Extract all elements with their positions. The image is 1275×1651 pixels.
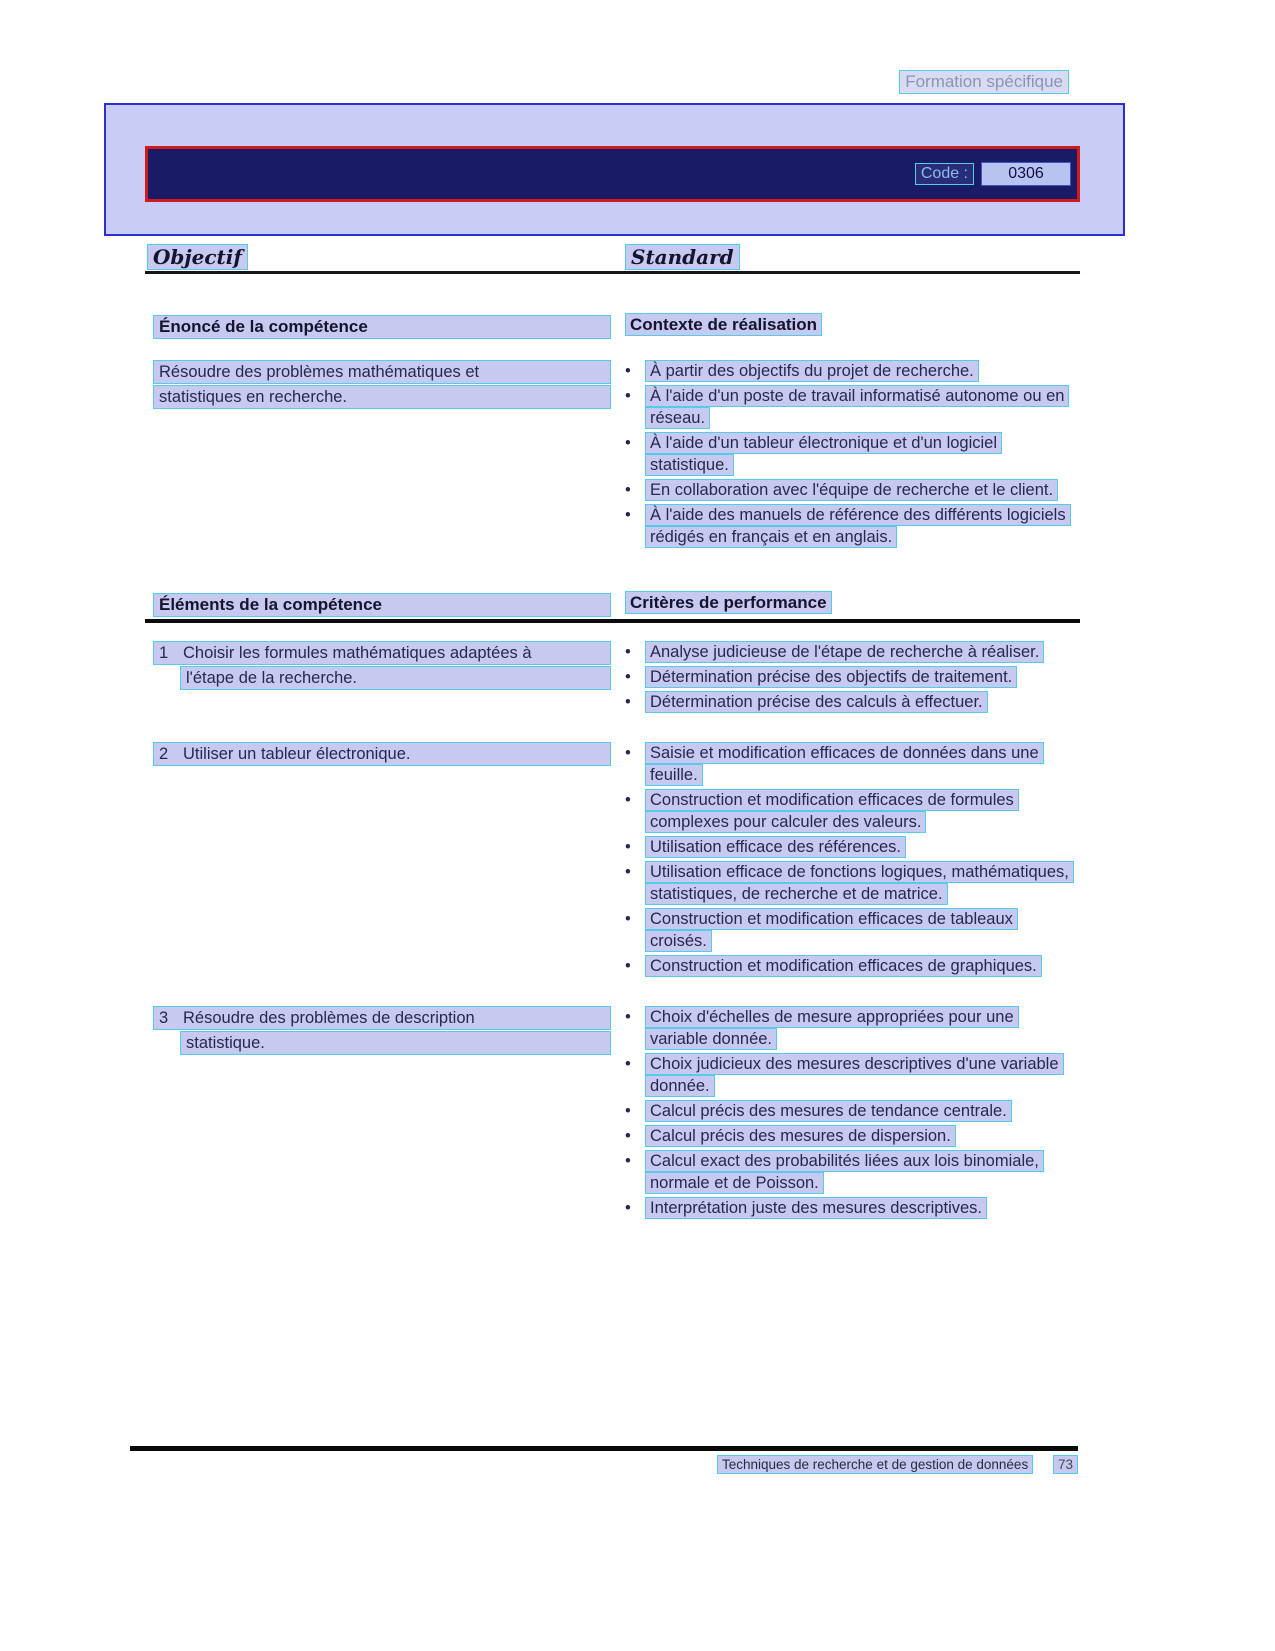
criterion-item <box>625 836 1074 858</box>
criterion-item <box>625 691 1074 713</box>
bullet-text: À l'aide d'un tableur électronique et d'un logiciel statistique. <box>645 432 1002 476</box>
bullet-text: Construction et modification efficaces de formules complexes pour calculer des valeurs. <box>645 789 1019 833</box>
statement-cell <box>145 360 625 410</box>
enonce-header-row <box>145 315 1080 340</box>
criteria-list <box>625 641 1080 716</box>
bullet-icon: • <box>625 1102 631 1120</box>
title-box <box>104 103 1125 236</box>
bullet-text: Construction et modification efficaces de graphiques. <box>645 955 1042 977</box>
criterion-item <box>625 1100 1074 1122</box>
bullet-icon: • <box>625 910 631 928</box>
criteria-list <box>625 1006 1080 1222</box>
bullet-icon: • <box>625 643 631 661</box>
bullet-text: À partir des objectifs du projet de recherche. <box>645 360 979 382</box>
criteria-list <box>625 742 1080 980</box>
criterion-item <box>625 1125 1074 1147</box>
bullet-text: Analyse judicieuse de l'étape de recherche à réaliser. <box>645 641 1044 663</box>
element-text: Utiliser un tableur électronique. <box>183 745 411 763</box>
bullet-icon: • <box>625 434 631 452</box>
bullet-icon: • <box>625 1055 631 1073</box>
element-number: 3 <box>159 1009 169 1027</box>
element-cell <box>145 641 625 691</box>
element-cell <box>145 1006 625 1056</box>
context-item <box>625 385 1074 429</box>
bullet-text: Construction et modification efficaces de tableaux croisés. <box>645 908 1018 952</box>
objectif-title: Objectif <box>147 244 248 270</box>
bullet-text: Calcul précis des mesures de dispersion. <box>645 1125 956 1147</box>
criterion-item <box>625 955 1074 977</box>
element-line-first <box>153 742 611 766</box>
bullet-text: Utilisation efficace des références. <box>645 836 906 858</box>
bullet-text: Choix judicieux des mesures descriptives d'une variable donnée. <box>645 1053 1064 1097</box>
footer-line <box>130 1446 1078 1451</box>
bullet-text: Détermination précise des objectifs de traitement. <box>645 666 1017 688</box>
element-line: l'étape de la recherche. <box>180 666 611 690</box>
element-text: Choisir les formules mathématiques adaptées à <box>183 644 532 662</box>
context-item <box>625 360 1074 382</box>
bullet-icon: • <box>625 362 631 380</box>
bullet-icon: • <box>625 957 631 975</box>
bullet-text: Calcul précis des mesures de tendance centrale. <box>645 1100 1012 1122</box>
contexte-header: Contexte de réalisation <box>625 313 822 336</box>
divider-line <box>145 271 1080 274</box>
bullet-icon: • <box>625 744 631 762</box>
bullet-text: En collaboration avec l'équipe de recherche et le client. <box>645 479 1058 501</box>
column-titles <box>145 246 1080 270</box>
bullet-text: À l'aide d'un poste de travail informatisé autonome ou en réseau. <box>645 385 1069 429</box>
criteres-header-cell <box>625 593 1080 613</box>
element-line-first <box>153 1006 611 1030</box>
criterion-item <box>625 1053 1074 1097</box>
bullet-icon: • <box>625 668 631 686</box>
bullet-icon: • <box>625 481 631 499</box>
criterion-item <box>625 641 1074 663</box>
contexte-header-cell <box>625 315 1080 335</box>
elements-header: Éléments de la compétence <box>153 593 611 617</box>
context-item <box>625 504 1074 548</box>
page-number: 73 <box>1053 1455 1078 1474</box>
standard-title: Standard <box>625 244 740 270</box>
bullet-icon: • <box>625 506 631 524</box>
bullet-icon: • <box>625 791 631 809</box>
criterion-item <box>625 666 1074 688</box>
elements-header-cell <box>145 593 625 618</box>
element-row-1 <box>145 641 1080 716</box>
enonce-body-row <box>145 360 1080 551</box>
statement-line: statistiques en recherche. <box>153 385 611 409</box>
context-item <box>625 432 1074 476</box>
criteres-header: Critères de performance <box>625 591 832 614</box>
context-item <box>625 479 1074 501</box>
element-number: 1 <box>159 644 169 662</box>
bullet-text: Calcul exact des probabilités liées aux lois binomiale, normale et de Poisson. <box>645 1150 1044 1194</box>
element-line-first <box>153 641 611 665</box>
bullet-icon: • <box>625 1127 631 1145</box>
code-banner <box>145 146 1080 202</box>
element-row-2 <box>145 742 1080 980</box>
criterion-item <box>625 861 1074 905</box>
bullet-icon: • <box>625 838 631 856</box>
bullet-icon: • <box>625 1152 631 1170</box>
elements-header-row <box>145 593 1080 618</box>
context-list <box>625 360 1080 551</box>
element-row-3 <box>145 1006 1080 1222</box>
bullet-text: À l'aide des manuels de référence des différents logiciels rédigés en français et en anglais. <box>645 504 1071 548</box>
bullet-text: Détermination précise des calculs à effectuer. <box>645 691 988 713</box>
bullet-icon: • <box>625 1008 631 1026</box>
element-number: 2 <box>159 745 169 763</box>
criterion-item <box>625 742 1074 786</box>
criterion-item <box>625 789 1074 833</box>
bullet-icon: • <box>625 387 631 405</box>
bullet-text: Utilisation efficace de fonctions logiques, mathématiques, statistiques, de recherche et de matrice. <box>645 861 1074 905</box>
enonce-header: Énoncé de la compétence <box>153 315 611 339</box>
statement-line: Résoudre des problèmes mathématiques et <box>153 360 611 384</box>
criterion-item <box>625 1006 1074 1050</box>
footer-title: Techniques de recherche et de gestion de données <box>717 1455 1033 1474</box>
section-divider-line <box>145 619 1080 623</box>
criterion-item <box>625 908 1074 952</box>
section-label: Formation spécifique <box>899 70 1069 94</box>
code-label: Code : <box>915 163 974 185</box>
main-content <box>145 246 1080 1222</box>
enonce-header-cell <box>145 315 625 340</box>
bullet-icon: • <box>625 1199 631 1217</box>
element-line: statistique. <box>180 1031 611 1055</box>
element-text: Résoudre des problèmes de description <box>183 1009 475 1027</box>
bullet-icon: • <box>625 693 631 711</box>
element-cell <box>145 742 625 767</box>
bullet-text: Choix d'échelles de mesure appropriées pour une variable donnée. <box>645 1006 1019 1050</box>
criterion-item <box>625 1197 1074 1219</box>
criterion-item <box>625 1150 1074 1194</box>
bullet-icon: • <box>625 863 631 881</box>
bullet-text: Interprétation juste des mesures descriptives. <box>645 1197 987 1219</box>
bullet-text: Saisie et modification efficaces de données dans une feuille. <box>645 742 1044 786</box>
page-footer <box>145 1457 1078 1472</box>
code-value-field: 0306 <box>981 162 1071 186</box>
